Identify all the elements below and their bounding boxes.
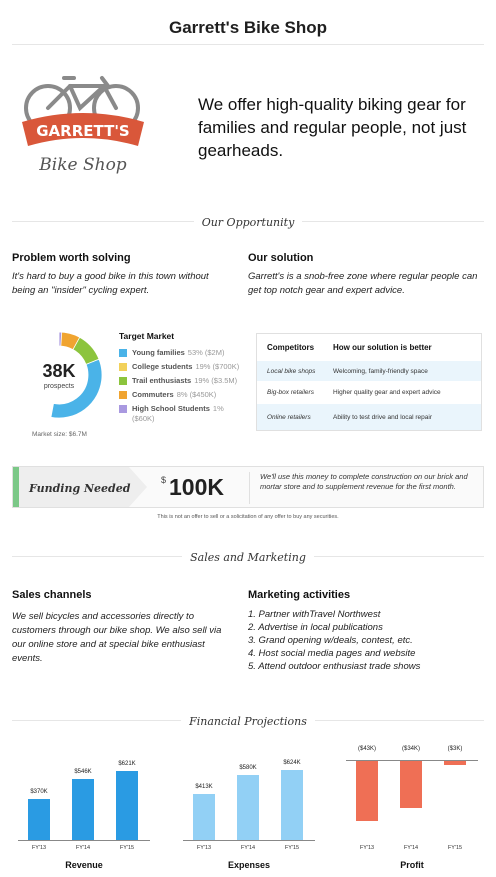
chart-bar bbox=[281, 770, 303, 840]
chart-bar bbox=[72, 779, 94, 840]
table-header bbox=[257, 334, 481, 361]
x-tick-label: FY'14 bbox=[75, 845, 91, 851]
table-cell: Online retailers bbox=[267, 413, 311, 421]
bike-shop-logo bbox=[18, 70, 148, 178]
solution-text: Garrett's is a snob-free zone where regular people can get top notch gear and expert advice. bbox=[248, 271, 478, 296]
x-tick-label: FY'15 bbox=[284, 845, 300, 851]
revenue-chart bbox=[18, 740, 150, 875]
legend-item: College students 19% ($700K) bbox=[119, 362, 247, 372]
legend-swatch bbox=[119, 349, 127, 357]
table-cell: Higher quality gear and expert advice bbox=[333, 389, 441, 396]
x-tick-label: FY'14 bbox=[403, 845, 419, 851]
chart-axis bbox=[183, 840, 315, 841]
header-divider bbox=[12, 44, 484, 45]
problem-text: It's hard to buy a good bike in this town without being an "insider" cycling expert. bbox=[12, 271, 209, 296]
chart-bar bbox=[356, 761, 378, 821]
expenses-chart bbox=[183, 740, 315, 875]
funding-description: We'll use this money to complete construction on our brick and mortar store and to supplement revenue for the first month. bbox=[249, 472, 481, 504]
column-header: How our solution is better bbox=[333, 343, 432, 352]
x-tick-label: FY'13 bbox=[31, 845, 47, 851]
bar-value-label: ($43K) bbox=[357, 746, 376, 752]
bar-value-label: $624K bbox=[283, 760, 301, 767]
problem-heading: Problem worth solving bbox=[12, 252, 131, 264]
section-opportunity: Our Opportunity bbox=[194, 216, 303, 229]
bar-value-label: ($3K) bbox=[447, 746, 463, 752]
chart-title: Revenue bbox=[65, 860, 103, 870]
bar-value-label: $546K bbox=[74, 769, 92, 776]
logo-line1: GARRETT'S bbox=[36, 122, 130, 140]
solution-heading: Our solution bbox=[248, 252, 314, 264]
disclaimer: This is not an offer to sell or a solicitation of any offer to buy any securities. bbox=[157, 514, 339, 520]
funding-amount: 100K bbox=[169, 474, 224, 500]
sales-text: We sell bicycles and accessories directly to customers through our bike shop. We also sell via our online store and at special bike enthusiast events. bbox=[12, 611, 222, 664]
column-header: Competitors bbox=[267, 343, 315, 352]
market-legend bbox=[119, 348, 247, 428]
table-row bbox=[257, 361, 481, 381]
market-size: Market size: $6.7M bbox=[32, 431, 87, 438]
bar-value-label: $580K bbox=[239, 765, 257, 772]
competitors-table bbox=[256, 333, 482, 431]
marketing-list bbox=[248, 608, 484, 673]
table-row bbox=[257, 381, 481, 404]
funding-label-arrow bbox=[19, 467, 149, 507]
bar-value-label: ($34K) bbox=[401, 746, 420, 752]
legend-item: Commuters 8% ($450K) bbox=[119, 390, 247, 400]
donut-value: 38K bbox=[42, 361, 76, 381]
table-cell: Big-box retailers bbox=[267, 389, 314, 396]
x-tick-label: FY'14 bbox=[240, 845, 256, 851]
chart-title: Profit bbox=[400, 860, 424, 870]
page-title: Garrett's Bike Shop bbox=[168, 18, 328, 37]
chart-axis bbox=[18, 840, 150, 841]
tagline: We offer high-quality biking gear for families and regular people, not just gearheads. bbox=[198, 95, 467, 160]
chart-bar bbox=[444, 761, 466, 765]
legend-item: Young families 53% ($2M) bbox=[119, 348, 247, 358]
target-market-title: Target Market bbox=[119, 331, 175, 341]
donut-label: prospects bbox=[43, 383, 75, 390]
sales-heading: Sales channels bbox=[12, 589, 92, 601]
section-financial: Financial Projections bbox=[181, 715, 315, 728]
table-cell: Local bike shops bbox=[267, 367, 316, 375]
x-tick-label: FY'13 bbox=[359, 845, 375, 851]
funding-banner bbox=[12, 466, 484, 508]
logo-line2: Bike Shop bbox=[39, 155, 127, 175]
chart-bar bbox=[237, 775, 259, 840]
legend-item: Trail enthusiasts 19% ($3.5M) bbox=[119, 376, 247, 386]
donut-segment-4 bbox=[59, 332, 62, 346]
x-tick-label: FY'15 bbox=[119, 845, 135, 851]
bar-value-label: $413K bbox=[195, 783, 213, 790]
legend-swatch bbox=[119, 377, 127, 385]
bar-value-label: $370K bbox=[30, 788, 48, 795]
legend-swatch bbox=[119, 363, 127, 371]
funding-currency: $ bbox=[161, 475, 167, 485]
list-item: 5. Attend outdoor enthusiast trade shows bbox=[248, 661, 421, 672]
funding-label: Funding Needed bbox=[29, 482, 131, 495]
legend-swatch bbox=[119, 405, 127, 413]
bar-value-label: $621K bbox=[118, 760, 136, 767]
legend-item: High School Students 1% ($60K) bbox=[119, 404, 247, 424]
table-cell: Welcoming, family-friendly space bbox=[333, 367, 428, 375]
list-item: 2. Advertise in local publications bbox=[248, 622, 383, 633]
chart-title: Expenses bbox=[227, 860, 271, 870]
chart-bar bbox=[28, 799, 50, 840]
x-tick-label: FY'13 bbox=[196, 845, 212, 851]
table-cell: Ability to test drive and local repair bbox=[333, 413, 432, 421]
profit-chart bbox=[346, 740, 478, 875]
section-sales-marketing: Sales and Marketing bbox=[182, 551, 314, 564]
legend-swatch bbox=[119, 391, 127, 399]
x-tick-label: FY'15 bbox=[447, 845, 463, 851]
list-item: 3. Grand opening w/deals, contest, etc. bbox=[248, 635, 413, 646]
table-row bbox=[257, 404, 481, 430]
chart-bar bbox=[400, 761, 422, 808]
market-donut bbox=[10, 326, 108, 424]
list-item: 1. Partner withTravel Northwest bbox=[248, 609, 381, 620]
list-item: 4. Host social media pages and website bbox=[248, 648, 416, 659]
chart-bar bbox=[116, 771, 138, 840]
marketing-heading: Marketing activities bbox=[248, 589, 351, 601]
chart-bar bbox=[193, 794, 215, 840]
